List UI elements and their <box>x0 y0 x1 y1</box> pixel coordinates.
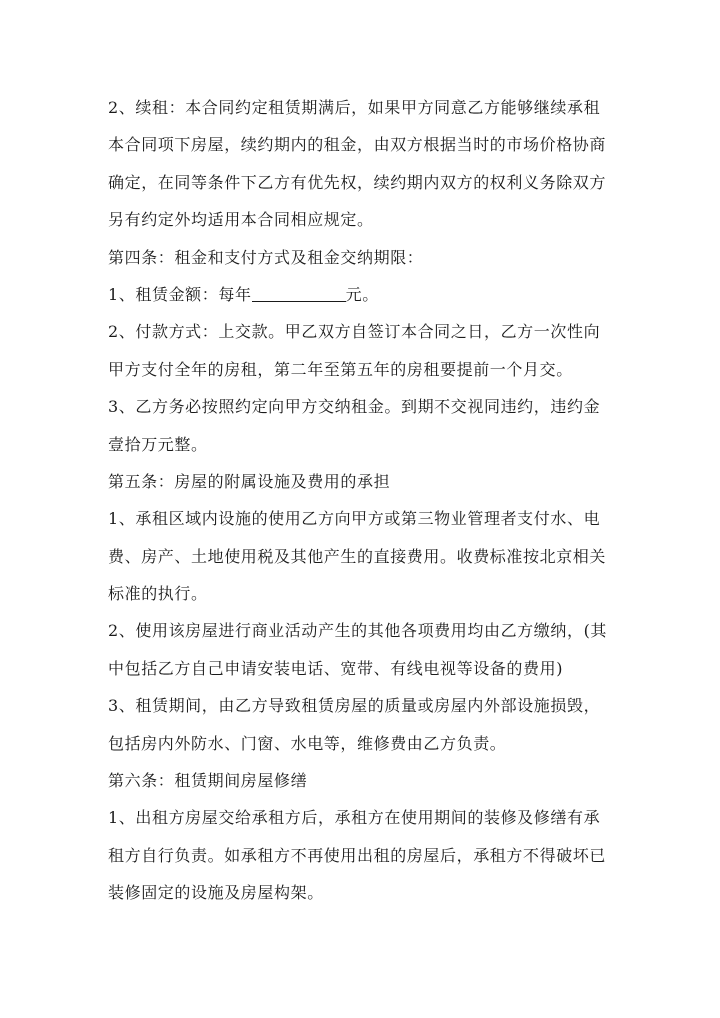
text-line: 租方自行负责。如承租方不再使用出租的房屋后，承租方不得破坏已 <box>108 845 607 865</box>
contract-body <box>108 89 618 912</box>
text-line: 另有约定外均适用本合同相应规定。 <box>108 210 374 230</box>
text-line: 标准的执行。 <box>108 584 208 604</box>
text-line: 2、付款方式：上交款。甲乙双方自签订本合同之日，乙方一次性向 <box>108 322 601 342</box>
rent-amount-line <box>108 276 618 313</box>
text-line: 装修固定的设施及房屋构架。 <box>108 883 324 903</box>
text-line: 3、乙方务必按照约定向甲方交纳租金。到期不交视同违约，违约金 <box>108 397 601 417</box>
rent-amount-blank <box>252 282 346 302</box>
text-line: 中包括乙方自己申请安装电话、宽带、有线电视等设备的费用) <box>108 658 564 678</box>
text-line: 3、租赁期间，由乙方导致租赁房屋的质量或房屋内外部设施损毁， <box>108 696 601 716</box>
text-line: 1、出租方房屋交给承租方后，承租方在使用期间的装修及修缮有承 <box>108 808 601 828</box>
section-heading-article-4: 第四条：租金和支付方式及租金交纳期限： <box>108 247 424 267</box>
text-line: 1、承租区域内设施的使用乙方向甲方或第三物业管理者支付水、电 <box>108 509 601 529</box>
text-line: 壹拾万元整。 <box>108 434 208 454</box>
text-line: 包括房内外防水、门窗、水电等，维修费由乙方负责。 <box>108 733 507 753</box>
text-line: 本合同项下房屋，续约期内的租金，由双方根据当时的市场价格协商 <box>108 135 607 155</box>
section-heading-article-6: 第六条：租赁期间房屋修缮 <box>108 771 308 791</box>
text-line: 费、房产、土地使用税及其他产生的直接费用。收费标准按北京相关 <box>108 546 607 566</box>
text-line: 甲方支付全年的房租，第二年至第五年的房租要提前一个月交。 <box>108 359 573 379</box>
text-line: 2、使用该房屋进行商业活动产生的其他各项费用均由乙方缴纳，(其 <box>108 621 608 641</box>
text-line: 2、续租：本合同约定租赁期满后，如果甲方同意乙方能够继续承租 <box>108 98 601 117</box>
section-heading-article-5: 第五条：房屋的附属设施及费用的承担 <box>108 471 391 491</box>
text-line: 确定，在同等条件下乙方有优先权，续约期内双方的权利义务除双方 <box>108 172 607 192</box>
rent-amount-unit: 元。 <box>345 284 379 304</box>
rent-amount-label: 1、租赁金额：每年 <box>108 284 252 304</box>
